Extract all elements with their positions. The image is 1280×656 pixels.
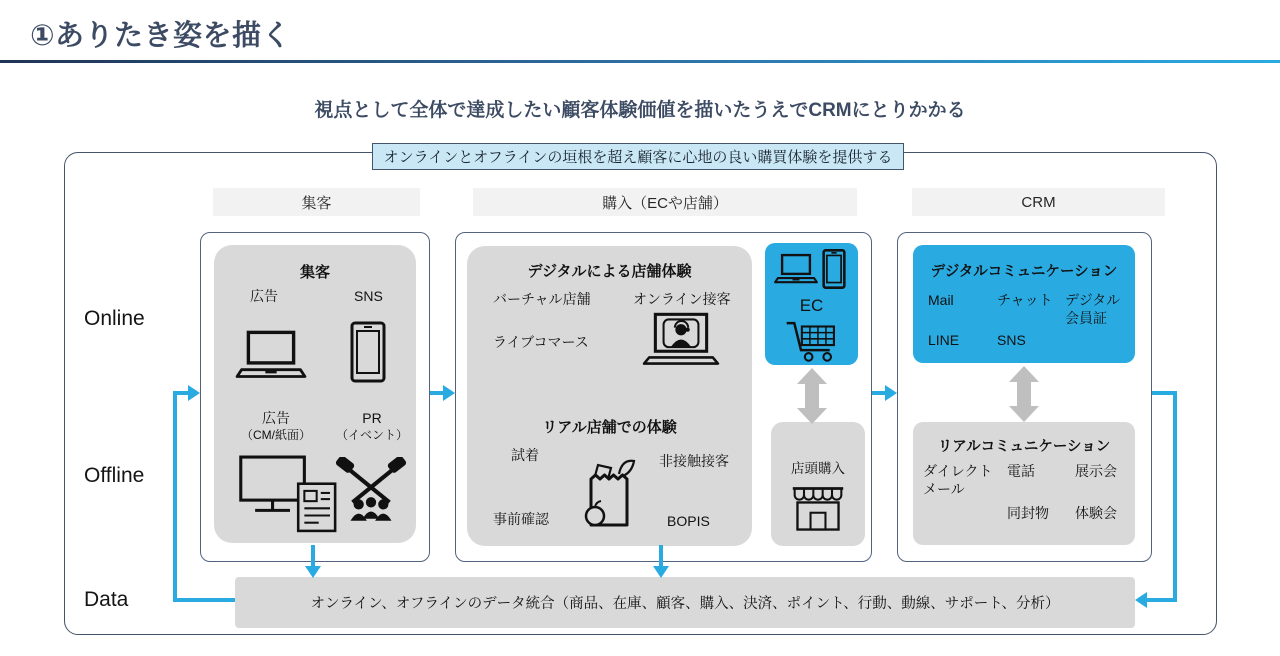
label-sns-crm: SNS <box>997 332 1026 348</box>
arrowhead-into-attract <box>188 385 200 401</box>
arrowhead-into-purchase <box>443 385 455 401</box>
title-divider <box>0 60 1280 63</box>
label-pr-sub: （イベント） <box>335 428 408 442</box>
laptop-icon <box>234 329 308 381</box>
online-reception-laptop-icon <box>641 312 721 370</box>
updown-arrow-icon <box>797 368 827 424</box>
laptop-icon <box>773 253 819 285</box>
column-header-purchase: 購入（ECや店舗） <box>473 188 857 216</box>
label-ad-offline: 広告 <box>262 410 290 426</box>
row-label-online: Online <box>84 307 145 330</box>
real-communication-title: リアルコミュニケーション <box>937 439 1111 455</box>
label-ec: EC <box>799 296 824 315</box>
digital-communication-box <box>913 245 1135 363</box>
connector-left-vertical <box>173 391 177 602</box>
connector-purchase-crm <box>872 391 886 395</box>
arrowhead-into-data <box>1135 592 1147 608</box>
ec-box <box>765 243 858 365</box>
label-pr: PR <box>362 410 382 426</box>
label-digital-membership: デジタル会員証 <box>1065 292 1121 327</box>
updown-arrow-icon <box>1009 366 1039 422</box>
attract-box <box>214 245 416 543</box>
data-integration-box: オンライン、オフラインのデータ統合（商品、在庫、顧客、購入、決済、ポイント、行動、動線、サポート、分析） <box>235 577 1135 628</box>
column-header-crm: CRM <box>912 188 1165 216</box>
connector-left-bottom <box>173 598 235 602</box>
pr-event-icon <box>332 457 410 523</box>
label-fitting: 試着 <box>511 447 539 463</box>
tv-newspaper-icon <box>238 455 342 535</box>
storefront-icon <box>790 484 846 534</box>
smartphone-icon <box>822 249 846 289</box>
digital-communication-title: デジタルコミュニケーション <box>930 264 1118 280</box>
slide-subtitle: 視点として全体で達成したい顧客体験価値を描いたうえでCRMにとりかかる <box>314 100 966 121</box>
label-online-reception: オンライン接客 <box>633 291 731 307</box>
label-phone: 電話 <box>1007 463 1035 479</box>
row-label-offline: Offline <box>84 464 145 487</box>
label-ad-offline-sub: （CM/紙面） <box>241 428 311 442</box>
row-label-data: Data <box>84 588 129 611</box>
shopping-cart-icon <box>785 318 839 362</box>
label-chat: チャット <box>997 292 1053 308</box>
connector-left-top <box>175 391 189 395</box>
connector-attract-purchase <box>430 391 444 395</box>
connector-attract-data <box>311 545 315 567</box>
digital-store-title: デジタルによる店舗体験 <box>527 263 692 280</box>
label-exhibition: 展示会 <box>1075 463 1117 479</box>
smartphone-icon <box>350 321 386 383</box>
arrowhead-purchase-data <box>653 566 669 578</box>
label-contactless: 非接触接客 <box>659 453 729 469</box>
real-communication-box <box>913 422 1135 545</box>
arrowhead-attract-data <box>305 566 321 578</box>
real-store-title: リアル店舗での体験 <box>542 419 677 436</box>
label-live-commerce: ライブコマース <box>493 334 589 350</box>
grocery-bag-icon <box>569 446 649 532</box>
label-enclosure: 同封物 <box>1007 505 1049 521</box>
page-title: ①ありたき姿を描く <box>30 20 292 52</box>
column-header-attract: 集客 <box>213 188 420 216</box>
label-line: LINE <box>928 332 960 348</box>
connector-right-vertical <box>1173 391 1177 602</box>
arrowhead-into-crm <box>885 385 897 401</box>
label-store-purchase: 店頭購入 <box>791 461 845 476</box>
label-ad-online: 広告 <box>250 288 278 304</box>
label-sns: SNS <box>354 288 383 304</box>
label-advance-check: 事前確認 <box>493 511 549 527</box>
connector-right-bottom <box>1146 598 1177 602</box>
label-bopis: BOPIS <box>667 513 710 529</box>
label-trial-event: 体験会 <box>1075 505 1117 521</box>
store-experience-box <box>467 246 752 546</box>
label-mail: Mail <box>928 292 954 308</box>
label-direct-mail: ダイレクトメール <box>923 463 993 498</box>
label-virtual-store: バーチャル店舗 <box>493 291 591 307</box>
goal-banner: オンラインとオフラインの垣根を超え顧客に心地の良い購買体験を提供する <box>372 143 904 170</box>
attract-box-title: 集客 <box>299 264 330 281</box>
connector-purchase-data <box>659 545 663 567</box>
store-purchase-box <box>771 422 865 546</box>
